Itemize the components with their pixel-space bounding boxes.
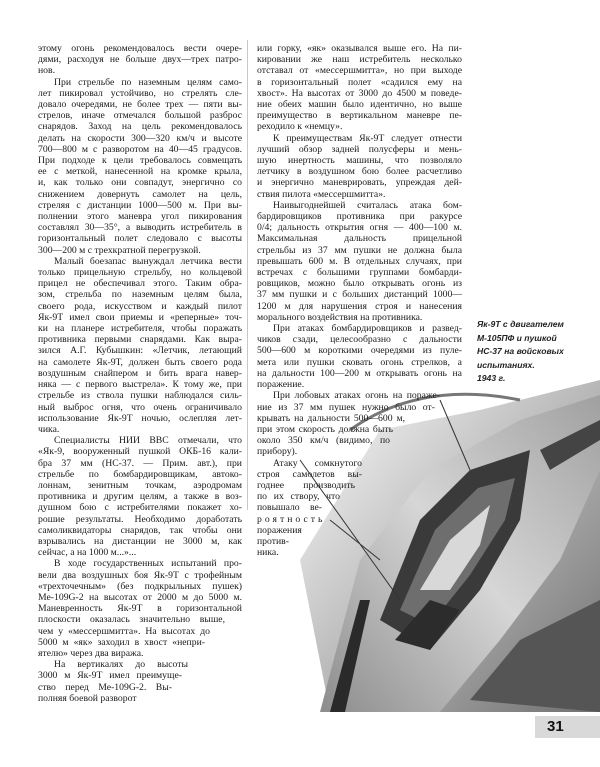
text-line: 3000 м Як-9Т имел преимуще- bbox=[38, 670, 182, 682]
text-line: «трехточечным» (без подкрыльных пушек) bbox=[38, 580, 242, 592]
text-line: стрелов, иначе отмечался большой разброс bbox=[38, 110, 242, 122]
text-line: полнении этого маневра угол пикирования bbox=[38, 211, 242, 223]
text-line: Ме-109G-2 на высотах от 2000 м до 5000 м. bbox=[38, 591, 242, 603]
text-line: стрельбы из 37 мм пушки не должна была bbox=[257, 244, 462, 256]
text-line: стреляя с дистанции 1000—500 м. При вы- bbox=[38, 199, 242, 211]
text-line: ровщиков, можно было открывать огонь из bbox=[257, 278, 462, 290]
text-line: чем у «мессершмитта». На высотах до bbox=[38, 625, 210, 637]
text-line: 0/4; дальность открытия огня — 400—100 м. bbox=[257, 222, 462, 234]
paragraph bbox=[257, 43, 462, 133]
text-line: снижением довернуть самолет на цель, bbox=[38, 188, 242, 200]
text-line: против- bbox=[257, 535, 289, 547]
text-line: ние обеих машин было идентично, но выше bbox=[257, 99, 462, 111]
text-line: противника и другим целям, а также в воз- bbox=[38, 491, 242, 503]
text-line: полняя боевой разворот bbox=[38, 692, 137, 704]
text-line: морального воздействия на противника. bbox=[257, 311, 423, 323]
text-line: В ходе государственных испытаний про- bbox=[54, 558, 242, 570]
text-line: плоскости оказалась значительно выше, bbox=[38, 614, 225, 626]
text-line: На вертикалях до высоты bbox=[54, 659, 188, 671]
text-line: душном бою с истребителями покажет хо- bbox=[38, 502, 242, 514]
text-line: крывать на дальности 500—600 м, bbox=[257, 412, 405, 424]
text-line: Атаку сомкнутого bbox=[273, 457, 362, 469]
text-line: использование Як-9Т ночью, ослепляя лет- bbox=[38, 412, 242, 424]
text-line: кировании же наш истребитель несколько bbox=[257, 54, 462, 66]
text-line: повышало ве- bbox=[257, 502, 322, 514]
paragraph bbox=[257, 133, 462, 200]
text-line: ки на планере истребителя, чтобы поражать bbox=[38, 323, 242, 335]
text-line: Малый боезапас вынуждал летчика вести bbox=[54, 255, 242, 267]
paragraph bbox=[38, 256, 242, 435]
text-line: и, как только они совпадут, энергично со bbox=[38, 177, 242, 189]
paragraph bbox=[257, 390, 462, 457]
page-number-box bbox=[535, 716, 600, 738]
text-line: на дальности 100—200 м открывать огонь на bbox=[257, 367, 462, 379]
text-line: стрельбе из ствола пушки наблюдался силь- bbox=[38, 390, 242, 402]
text-line: Специалисты НИИ ВВС отмечали, что bbox=[54, 435, 242, 447]
text-line: противника первыми снарядами. Как выра- bbox=[38, 334, 242, 346]
page-number: 31 bbox=[547, 718, 564, 735]
text-line: горизонтальный полет следовало с высоты bbox=[38, 233, 242, 245]
text-line: дями, расходуя не больше двух—трех патро- bbox=[38, 54, 242, 66]
text-line: При лобовых атаках огонь на пораже- bbox=[273, 390, 440, 402]
photo-caption bbox=[477, 318, 597, 386]
text-line: в горизонтальный полет «садился ему на bbox=[257, 76, 462, 88]
text-line: Наивыгоднейшей считалась атака бом- bbox=[273, 199, 462, 211]
text-line: 5000 м «як» заходил в хвост «непри- bbox=[38, 636, 205, 648]
text-line: При атаках бомбардировщиков и развед- bbox=[273, 323, 462, 335]
text-line: нов. bbox=[38, 65, 56, 77]
text-line: чика. bbox=[38, 423, 60, 435]
text-line: ятелю» через два виража. bbox=[38, 647, 144, 659]
paragraph bbox=[257, 458, 462, 559]
text-line: воздушным снайпером и бить врага навер- bbox=[38, 367, 242, 379]
text-line: лучший обзор задней полусферы и мень- bbox=[257, 143, 462, 155]
text-line: встречах с большими группами бомбарди- bbox=[257, 267, 462, 279]
text-line: своего рода, искусством и каждый пилот bbox=[38, 300, 242, 312]
left-text-column bbox=[38, 43, 242, 704]
caption-line: 1943 г. bbox=[477, 373, 506, 384]
text-line: зом, стрельба по наземным целям была, bbox=[38, 289, 242, 301]
text-line: этому огонь рекомендовалось вести очере- bbox=[38, 43, 242, 54]
text-line: роятность bbox=[257, 513, 326, 525]
text-line: няка — с первого выстрела». К тому же, при bbox=[38, 379, 242, 391]
text-line: преимущество в вертикальном маневре пе- bbox=[257, 110, 462, 122]
paragraph bbox=[38, 659, 242, 704]
text-line: сейчас, а на 1000 м...»... bbox=[38, 547, 137, 559]
text-line: стрельбе по бомбардировщикам, автоко- bbox=[38, 468, 242, 480]
text-line: снарядов. Заход на цель рекомендовалось bbox=[38, 121, 242, 133]
paragraph bbox=[38, 435, 242, 558]
paragraph bbox=[257, 200, 462, 323]
text-line: 300—200 м с трехкратной перегрузкой. bbox=[38, 244, 201, 256]
text-line: бра 37 мм (НС-37. — Прим. авт.), при bbox=[38, 457, 242, 469]
text-line: лоннам, зенитным точкам, аэродромам bbox=[38, 479, 242, 491]
text-line: «Як-9, вооруженный пушкой ОКБ-16 кали- bbox=[38, 446, 242, 458]
text-line: рошие результаты. Необходимо доработать bbox=[38, 513, 242, 525]
caption-line: НС-37 на войсковых bbox=[477, 346, 564, 357]
text-line: лет пикировал устойчиво, но стрелять сле- bbox=[38, 87, 242, 99]
caption-line: испытаниях. bbox=[477, 359, 535, 370]
text-line: шую инертность машины, что позволяло bbox=[257, 155, 462, 167]
text-line: 700—800 м с разворотом на 40—45 градусов. bbox=[38, 143, 242, 155]
text-line: При стрельбе по наземным целям само- bbox=[54, 76, 242, 88]
text-line: 37 мм пушки и с больших дистанций 1000— bbox=[257, 289, 462, 301]
text-line: 1200 м для нарушения строя и нанесения bbox=[257, 300, 462, 312]
text-line: вели два воздушных боя Як-9Т с трофейным bbox=[38, 569, 242, 581]
caption-line: Як-9Т с двигателем bbox=[477, 319, 564, 329]
text-line: 500—600 м короткими очередями из пуле- bbox=[257, 345, 462, 357]
text-line: хвост». На высотах от 3000 до 4500 м поведе- bbox=[257, 87, 462, 99]
text-line: при этом скорость должна быть bbox=[257, 423, 393, 435]
text-line: на самолете Як-9Т, должен быть своего рода bbox=[38, 356, 242, 368]
text-line: ствия пилота «мессершмитта». bbox=[257, 188, 386, 200]
text-line: делать на скорости 300—320 км/ч и высоте bbox=[38, 132, 242, 144]
text-line: летчику в воздушном бою более расчетливо bbox=[257, 166, 462, 178]
text-line: ние из 37 мм пушек нужно было от- bbox=[257, 401, 435, 413]
caption-line: М-105ПФ и пушкой bbox=[477, 332, 557, 343]
column-divider bbox=[247, 40, 248, 510]
text-line: Маневренность Як-9Т в горизонтальной bbox=[38, 603, 242, 615]
text-line: ный выброс огня, что очень ограничивало bbox=[38, 401, 242, 413]
paragraph bbox=[257, 323, 462, 390]
text-line: поражение. bbox=[257, 379, 305, 391]
text-line: зился А.Г. Кубышкин: «Летчик, летающий bbox=[38, 345, 242, 357]
text-line: поражения bbox=[257, 524, 302, 536]
text-line: реходило к «немцу». bbox=[257, 121, 343, 133]
text-line: Максимальная дальность прицельной bbox=[257, 233, 462, 245]
text-line: довало очередями, не более трех — пяти вы- bbox=[38, 99, 242, 111]
text-line: только прицельную стрельбу, но кольцевой bbox=[38, 267, 242, 279]
text-line: ника. bbox=[257, 547, 279, 559]
text-line: и энергично маневрировать, упреждая дей- bbox=[257, 177, 462, 189]
text-line: по их створу, что bbox=[257, 491, 340, 503]
text-line: мета или пушки сковать огонь стрелков, а bbox=[257, 356, 462, 368]
text-line: или горку, «як» оказывался выше его. На пи- bbox=[257, 43, 462, 54]
text-line: бардировщиков противника при ракурсе bbox=[257, 211, 462, 223]
text-line: составлял 30—35°, а выводить истребитель в bbox=[38, 222, 242, 234]
paragraph bbox=[38, 43, 242, 77]
paragraph bbox=[38, 77, 242, 256]
text-line: Як-9Т имел свои приемы и «реперные» точ- bbox=[38, 311, 242, 323]
text-line: ее с меткой, нанесенной на кромке крыла, bbox=[38, 166, 242, 178]
text-line: взрывались на дистанции не 3000 м, как bbox=[38, 535, 242, 547]
text-line: ство перед Ме-109G-2. Вы- bbox=[38, 681, 172, 693]
text-line: чиков сзади, целесообразно с дальности bbox=[257, 334, 462, 346]
text-line: самоликвидаторы снарядов, так чтобы они bbox=[38, 524, 242, 536]
text-line: годнее производить bbox=[257, 479, 355, 491]
text-line: прибору). bbox=[257, 446, 298, 458]
text-line: отставал от «мессершмитта», но при выходе bbox=[257, 65, 462, 77]
text-line: строя самолетов вы- bbox=[257, 468, 362, 480]
text-line: превышать 600 м. В отдельных случаях, при bbox=[257, 255, 462, 267]
text-line: К преимуществам Як-9Т следует отнести bbox=[273, 132, 462, 144]
text-line: При подходе к цели требовалось совмещать bbox=[38, 155, 242, 167]
text-line: прицел не обеспечивал этого. Таким обра- bbox=[38, 278, 242, 290]
text-line: около 350 км/ч (видимо, по bbox=[257, 435, 390, 447]
right-text-column bbox=[257, 43, 462, 558]
paragraph bbox=[38, 558, 242, 659]
